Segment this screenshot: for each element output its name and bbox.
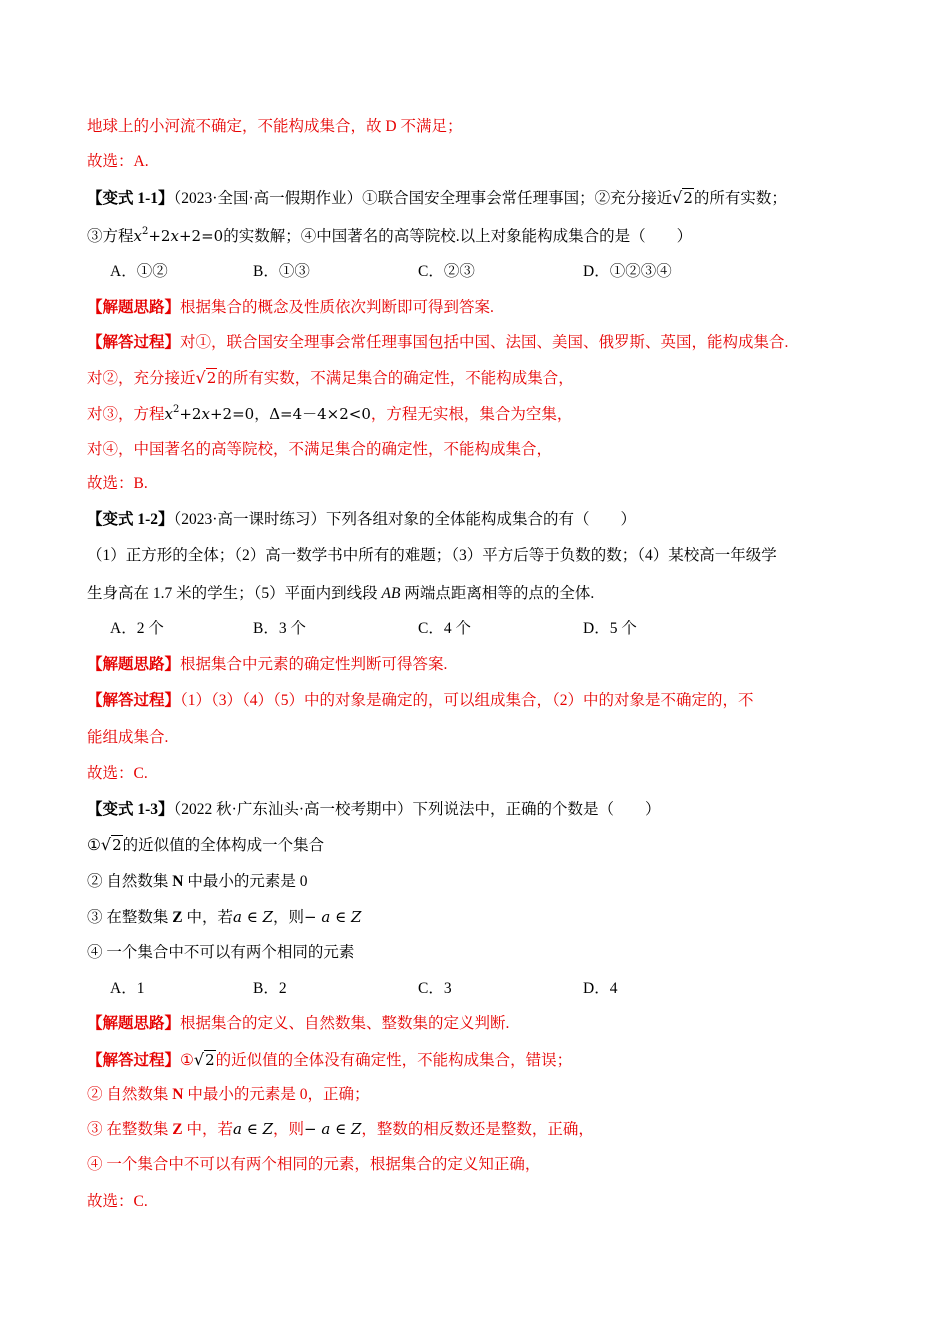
option-a: A．1 bbox=[110, 980, 145, 997]
answer-line: 故选：C. bbox=[87, 1193, 148, 1210]
question-source: （2022 秋·广东汕头·高一校考期中） bbox=[173, 801, 413, 818]
text-line: 地球上的小河流不确定，不能构成集合，故 D 不满足； bbox=[87, 118, 463, 135]
statement-3: ③ 在整数集 Z 中，若a ∈ Z，则− a ∈ Z bbox=[87, 908, 362, 926]
question-tag: 【变式 1-1】 bbox=[87, 190, 174, 207]
question-line: （1）正方形的全体；（2）高一数学书中所有的难题；（3）平方后等于负数的数；（4）某校高一年级学 bbox=[87, 547, 777, 564]
solution-idea: 【解题思路】根据集合中元素的确定性判断可得答案. bbox=[87, 656, 448, 673]
process-line: ④ 一个集合中不可以有两个相同的元素，根据集合的定义知正确， bbox=[87, 1156, 541, 1173]
process-line: 对③，方程$x^2+2x+2=0$，Δ=4－4×2<0，方程无实根，集合为空集， bbox=[87, 404, 573, 423]
option-c: C．3 bbox=[418, 980, 452, 997]
idea-text: 根据集合的概念及性质依次判断即可得到答案. bbox=[180, 299, 494, 316]
question-text: 下列说法中，正确的个数是（ ） bbox=[412, 801, 661, 818]
process-line: 对②，充分接近√2的所有实数，不满足集合的确定性，不能构成集合， bbox=[87, 368, 574, 387]
process-tag: 【解答过程】 bbox=[87, 334, 181, 351]
solution-process: 【解答过程】①√2的近似值的全体没有确定性，不能构成集合，错误； bbox=[87, 1050, 573, 1069]
answer-line: 故选：B. bbox=[87, 475, 148, 492]
question-source: （2023·全国·高一假期作业） bbox=[173, 190, 363, 207]
option-a: A．2 个 bbox=[110, 620, 164, 637]
statement-1: ①√2的近似值的全体构成一个集合 bbox=[87, 835, 325, 854]
question-text: 的所有实数； bbox=[693, 190, 787, 207]
process-text: 对①，联合国安全理事会常任理事国包括中国、法国、美国、俄罗斯、英国，能构成集合. bbox=[180, 334, 789, 351]
idea-tag: 【解题思路】 bbox=[87, 299, 181, 316]
equation: $x^2+2x+2=0$，Δ=4－4×2<0 bbox=[164, 404, 371, 423]
statement-4: ④ 一个集合中不可以有两个相同的元素 bbox=[87, 944, 355, 961]
sqrt-expression: √2 bbox=[195, 368, 217, 387]
sqrt-expression: √2 bbox=[193, 1050, 215, 1069]
question-1-1 bbox=[87, 188, 787, 209]
question-1-2 bbox=[87, 510, 636, 530]
process-line: 对④，中国著名的高等院校，不满足集合的确定性，不能构成集合， bbox=[87, 441, 553, 458]
question-1-1-cont bbox=[87, 226, 692, 247]
equation: $x^2+2x+2=0$ bbox=[133, 226, 224, 245]
option-b: B．2 bbox=[253, 980, 287, 997]
process-line: ③ 在整数集 Z 中，若a ∈ Z，则− a ∈ Z，整数的相反数还是整数，正确， bbox=[87, 1120, 594, 1138]
question-tag: 【变式 1-3】 bbox=[87, 801, 174, 818]
process-line: 能组成集合. bbox=[87, 729, 169, 746]
question-tag: 【变式 1-2】 bbox=[87, 511, 174, 528]
question-text: 下列各组对象的全体能构成集合的有（ ） bbox=[325, 511, 636, 528]
sqrt-expression: √2 bbox=[672, 188, 693, 207]
question-text: ③方程 bbox=[87, 228, 134, 245]
option-c: C．4 个 bbox=[418, 620, 471, 637]
question-line: 生身高在 1.7 米的学生；（5）平面内到线段 AB 两端点距离相等的点的全体. bbox=[87, 585, 595, 602]
question-source: （2023·高一课时练习） bbox=[173, 511, 326, 528]
process-line: ② 自然数集 N 中最小的元素是 0，正确； bbox=[87, 1086, 370, 1103]
solution-process bbox=[87, 333, 788, 353]
option-d: D．4 bbox=[583, 980, 618, 997]
solution-idea: 【解题思路】根据集合的定义、自然数集、整数集的定义判断. bbox=[87, 1015, 510, 1032]
question-text: ①联合国安全理事会常任理事国；②充分接近 bbox=[362, 190, 673, 207]
answer-line: 故选：C. bbox=[87, 765, 148, 782]
answer-line: 故选：A. bbox=[87, 153, 149, 170]
question-text: 的实数解；④中国著名的高等院校.以上对象能构成集合的是（ ） bbox=[223, 228, 693, 245]
option-c: C．②③ bbox=[418, 263, 475, 280]
statement-2: ② 自然数集 N 中最小的元素是 0 bbox=[87, 873, 308, 890]
sqrt-expression: √2 bbox=[100, 835, 122, 854]
option-b: B．①③ bbox=[253, 263, 310, 280]
question-1-3 bbox=[87, 800, 661, 820]
option-a: A．①② bbox=[110, 263, 168, 280]
option-b: B．3 个 bbox=[253, 620, 306, 637]
solution-process: 【解答过程】（1）（3）（4）（5）中的对象是确定的，可以组成集合，（2）中的对象是不确定的，不 bbox=[87, 692, 754, 709]
option-d: D．①②③④ bbox=[583, 263, 672, 280]
option-d: D．5 个 bbox=[583, 620, 637, 637]
solution-idea bbox=[87, 298, 494, 318]
